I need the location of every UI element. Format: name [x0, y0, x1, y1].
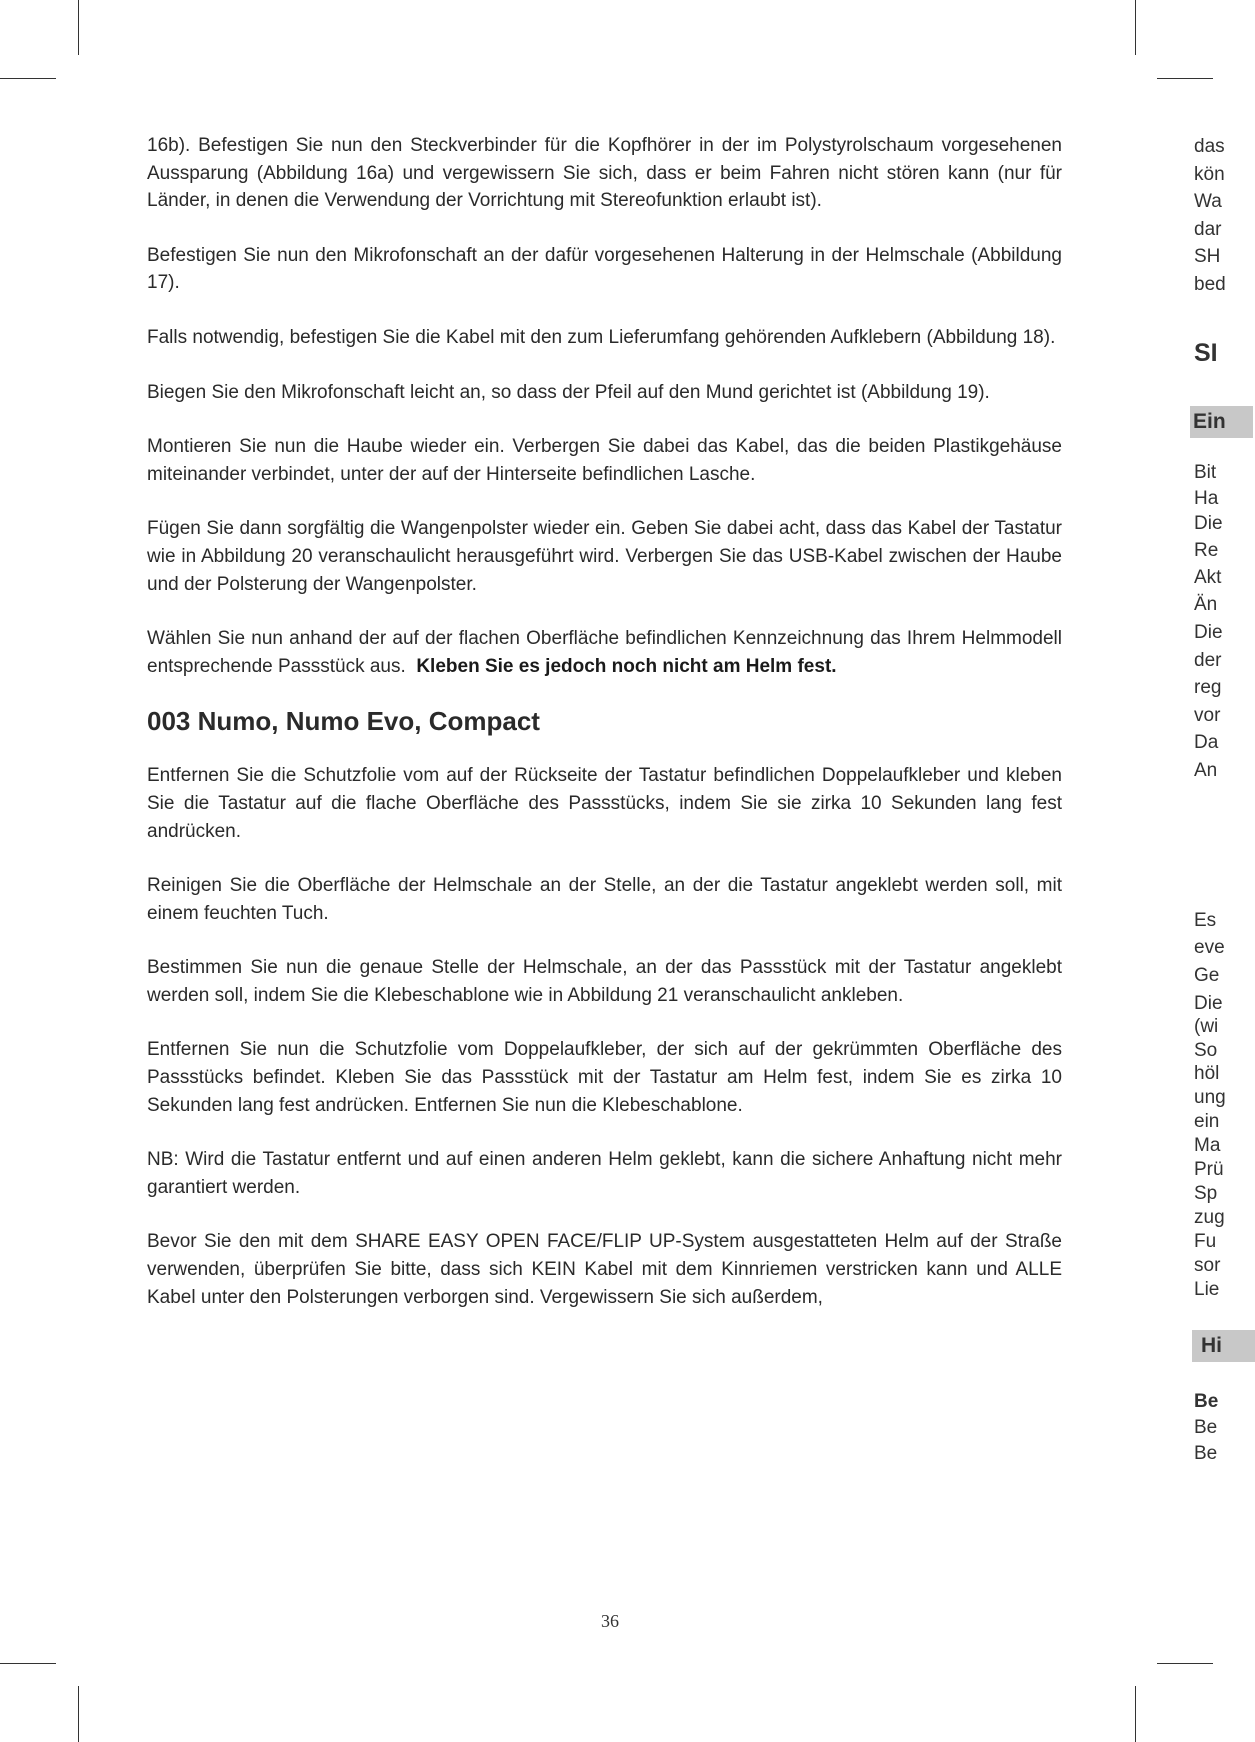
fragment-line: eve	[1194, 937, 1225, 958]
fragment-line: Be	[1194, 1417, 1218, 1438]
paragraph: Befestigen Sie nun den Mikrofonschaft an der dafür vorgesehenen Halterung in der Helmschale (Abbildung 17).	[147, 244, 1062, 294]
paragraph: Entfernen Sie nun die Schutzfolie vom Doppelaufkleber, der sich auf der gekrümmten Oberfläche des Passstücks befindet. Kleben Sie das Passstück mit der Tastatur am Helm fest, indem Sie es zirka 10 Sekunden lang fest andrücken. Entfernen Sie nun die Klebeschablone.	[147, 1039, 1062, 1116]
crop-mark	[1157, 1663, 1213, 1664]
fragment-line: Fu	[1194, 1231, 1217, 1252]
fragment-line: Lie	[1194, 1279, 1220, 1300]
paragraph-select-part	[147, 625, 1062, 680]
main-column	[147, 132, 1062, 1338]
fragment-line: höl	[1194, 1063, 1220, 1084]
fragment-line: (wi	[1194, 1016, 1219, 1037]
fragment-line: vor	[1194, 705, 1221, 726]
fragment-line: Es	[1194, 910, 1217, 931]
crop-mark	[1157, 78, 1213, 79]
paragraph: Reinigen Sie die Oberfläche der Helmschale an der Stelle, an der die Tastatur angeklebt werden soll, mit einem feuchten Tuch.	[147, 875, 1062, 924]
fragment-bar-label: Hi	[1201, 1334, 1222, 1357]
crop-mark	[0, 1663, 56, 1664]
paragraph: Bevor Sie den mit dem SHARE EASY OPEN FACE/FLIP UP-System ausgestatteten Helm auf der Straße verwenden, überprüfen Sie bitte, dass sich KEIN Kabel mit dem Kinnriemen verstricken kann und ALLE Kabel unter den Polsterungen verborgen sind. Vergewissern Sie sich außerdem,	[147, 1231, 1062, 1308]
fragment-line: An	[1194, 760, 1218, 781]
paragraph: Biegen Sie den Mikrofonschaft leicht an, so dass der Pfeil auf den Mund gerichtet ist (Abbildung 19).	[147, 381, 990, 403]
crop-mark	[1135, 0, 1136, 55]
fragment-line: bed	[1194, 274, 1226, 295]
crop-mark	[1135, 1686, 1136, 1742]
fragment-line: Die	[1194, 622, 1223, 643]
fragment-line: dar	[1194, 219, 1222, 240]
fragment-section-bar	[1192, 1330, 1255, 1362]
fragment-line: das	[1194, 136, 1225, 157]
crop-mark	[78, 1686, 79, 1742]
paragraph: Entfernen Sie die Schutzfolie vom auf der Rückseite der Tastatur befindlichen Doppelaufkleber und kleben Sie die Tastatur auf die flache Oberfläche des Passstücks, indem Sie sie zirka 10 Sekunden lang fest andrücken.	[147, 765, 1062, 842]
fragment-line: Akt	[1194, 567, 1222, 588]
crop-mark	[78, 0, 79, 55]
fragment-bar-label: Ein	[1193, 410, 1226, 433]
crop-mark	[0, 78, 56, 79]
fragment-line: kön	[1194, 164, 1225, 185]
fragment-line: So	[1194, 1040, 1218, 1061]
fragment-line: Ge	[1194, 965, 1220, 986]
fragment-line: zug	[1194, 1207, 1225, 1228]
paragraph: 16b). Befestigen Sie nun den Steckverbinder für die Kopfhörer in der im Polystyrolschaum vorgesehenen Aussparung (Abbildung 16a) und vergewissern Sie sich, dass er beim Fahren nicht stören kann (nur für Länder, in denen die Verwendung der Vorrichtung mit Stereofunktion erlaubt ist).	[147, 135, 1062, 212]
fragment-line: Prü	[1194, 1159, 1224, 1180]
fragment-line: Ha	[1194, 488, 1219, 509]
fragment-line: Be	[1194, 1443, 1218, 1464]
paragraph: Falls notwendig, befestigen Sie die Kabel mit den zum Lieferumfang gehörenden Aufklebern (Abbildung 18).	[147, 326, 1056, 348]
page-number: 36	[601, 1611, 619, 1631]
bold-warning: Kleben Sie es jedoch noch nicht am Helm fest.	[416, 655, 837, 677]
fragment-line: Da	[1194, 732, 1219, 753]
fragment-line: der	[1194, 650, 1222, 671]
paragraph-text: Wählen Sie nun anhand der auf der flachen Oberfläche befindlichen Kennzeichnung das Ihrem Helmmodell entsprechende Passstück aus.	[147, 628, 1062, 677]
paragraph: Montieren Sie nun die Haube wieder ein. Verbergen Sie dabei das Kabel, das die beiden Plastikgehäuse miteinander verbindet, unter der auf der Hinterseite befindlichen Lasche.	[147, 436, 1062, 485]
fragment-line: ung	[1194, 1087, 1226, 1108]
fragment-line: sor	[1194, 1255, 1221, 1276]
paragraph: Fügen Sie dann sorgfältig die Wangenpolster wieder ein. Geben Sie dabei acht, dass das Kabel der Tastatur wie in Abbildung 20 veranschaulicht herausgeführt wird. Verbergen Sie das USB-Kabel zwischen der Haube und der Polsterung der Wangenpolster.	[147, 518, 1062, 595]
paragraph: Bestimmen Sie nun die genaue Stelle der Helmschale, an der das Passstück mit der Tastatur angeklebt werden soll, indem Sie die Klebeschablone wie in Abbildung 21 veranschaulicht ankleben.	[147, 957, 1062, 1006]
fragment-line: Sp	[1194, 1183, 1218, 1204]
fragment-section-bar	[1190, 406, 1253, 438]
fragment-line: Die	[1194, 513, 1223, 534]
fragment-line: Bit	[1194, 462, 1217, 483]
fragment-line: Wa	[1194, 191, 1222, 212]
fragment-line: Be	[1194, 1391, 1219, 1412]
fragment-line: Die	[1194, 993, 1223, 1014]
fragment-line: SH	[1194, 246, 1221, 267]
paragraph: NB: Wird die Tastatur entfernt und auf einen anderen Helm geklebt, kann die sichere Anhaftung nicht mehr garantiert werden.	[147, 1149, 1062, 1198]
fragment-line: Ma	[1194, 1135, 1221, 1156]
fragment-heading: SI	[1194, 339, 1218, 367]
fragment-line: Re	[1194, 540, 1219, 561]
fragment-line: reg	[1194, 677, 1222, 698]
section-heading: 003 Numo, Numo Evo, Compact	[147, 706, 540, 737]
fragment-line: Än	[1194, 594, 1218, 615]
fragment-line: ein	[1194, 1111, 1220, 1132]
